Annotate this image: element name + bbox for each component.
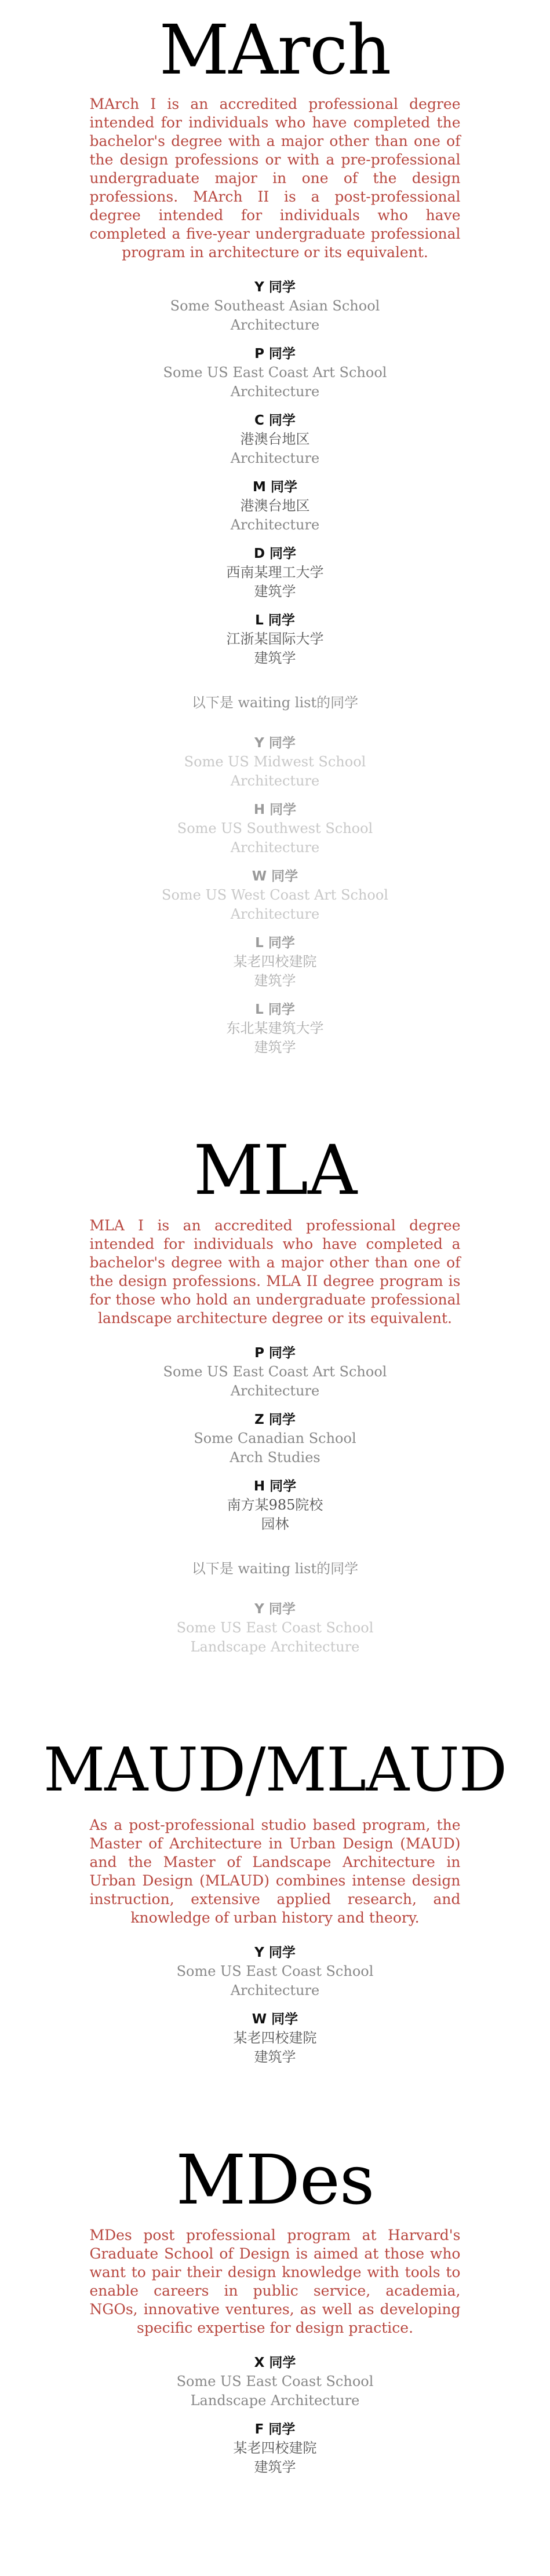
student-school: 某老四校建院 — [233, 2440, 317, 2456]
waitlist-entry — [0, 1600, 550, 1657]
student-school: Some Canadian School — [194, 1430, 356, 1446]
student-school: Some US East Coast School — [176, 2373, 374, 2389]
waitlist-label: 以下是 waiting list的同学 — [191, 1561, 359, 1577]
student-name: P 同学 — [254, 346, 296, 361]
waitlist-entry — [0, 934, 550, 991]
student-school: Some US East Coast School — [176, 1963, 374, 1979]
student-entry — [0, 411, 550, 468]
student-major: 建筑学 — [254, 1039, 296, 1055]
admitted-list — [0, 1344, 550, 1534]
waitlist-label: 以下是 waiting list的同学 — [191, 695, 359, 711]
student-school: Some US West Coast Art School — [162, 887, 388, 903]
section-description: MArch I is an accredited professional degree intended for individuals who have completed the bachelor's degree with a major other than one of the design professions or with a pre-professional undergraduate major in one of the design professions. MArch II is a post-professional degree intended for individuals who have completed a five-year undergraduate professional program in architecture or its equivalent. — [89, 96, 461, 261]
student-entry — [0, 2354, 550, 2410]
student-school: 港澳台地区 — [240, 431, 310, 447]
student-major: Architecture — [230, 773, 320, 789]
admitted-list — [0, 278, 550, 668]
student-entry — [0, 1477, 550, 1534]
student-major: Landscape Architecture — [190, 1639, 360, 1655]
student-school: 东北某建筑大学 — [226, 1020, 324, 1036]
student-major: Landscape Architecture — [190, 2392, 360, 2409]
student-school: Some US Southwest School — [177, 820, 373, 836]
student-school: Some US East Coast Art School — [163, 1364, 387, 1380]
section-maud-mlaud — [0, 1667, 550, 2067]
section-description: MDes post professional program at Harvard's Graduate School of Design is aimed at those who want to pair their design knowledge with tools to enable careers in public service, academia, NGOs, innovative ventures, as well as developing specific expertise for design practice. — [89, 2227, 461, 2336]
student-major: 建筑学 — [254, 973, 296, 989]
waitlist — [0, 734, 550, 1057]
student-major: Architecture — [230, 383, 320, 400]
student-entry — [0, 345, 550, 401]
admitted-list — [0, 1943, 550, 2067]
student-major: Arch Studies — [230, 1449, 320, 1466]
student-major: Architecture — [230, 317, 320, 333]
student-major: 建筑学 — [254, 2459, 296, 2475]
student-entry — [0, 1344, 550, 1401]
student-name: L 同学 — [255, 936, 295, 951]
waitlist-entry — [0, 801, 550, 857]
student-school: 江浙某国际大学 — [226, 631, 324, 647]
student-entry — [0, 2420, 550, 2477]
student-school: 西南某理工大学 — [226, 564, 324, 580]
student-school: 南方某985院校 — [227, 1497, 323, 1513]
student-school: 港澳台地区 — [240, 498, 310, 514]
student-school: 某老四校建院 — [233, 953, 317, 970]
student-name: W 同学 — [252, 2012, 298, 2027]
student-school: Some Southeast Asian School — [170, 298, 380, 314]
student-entry — [0, 611, 550, 668]
section-description: As a post-professional studio based program, the Master of Architecture in Urban Design (MAUD) and the Master of Landscape Architecture in Urban Design (MLAUD) combines intense design instruction, extensive applied research, and knowledge of urban history and theory. — [89, 1817, 461, 1926]
student-name: L 同学 — [255, 613, 295, 628]
student-school: Some US East Coast Art School — [163, 364, 387, 381]
section-title: MAUD/MLAUD — [43, 1734, 507, 1805]
student-name: X 同学 — [254, 2355, 296, 2370]
student-school: Some US Midwest School — [184, 754, 366, 770]
waitlist-entry — [0, 867, 550, 924]
section-title: MLA — [193, 1130, 357, 1210]
student-name: C 同学 — [254, 413, 296, 428]
section-mdes — [0, 2077, 550, 2477]
section-mla — [0, 1067, 550, 1657]
student-major: 园林 — [261, 1516, 289, 1532]
student-major: Architecture — [230, 517, 320, 533]
waitlist-entry — [0, 734, 550, 791]
student-name: D 同学 — [253, 546, 297, 561]
student-major: Architecture — [230, 839, 320, 856]
student-name: H 同学 — [253, 802, 297, 817]
section-title: MDes — [176, 2140, 374, 2220]
student-major: 建筑学 — [254, 650, 296, 666]
student-major: Architecture — [230, 450, 320, 466]
student-name: W 同学 — [252, 869, 298, 884]
student-entry — [0, 278, 550, 335]
student-name: Z 同学 — [254, 1412, 296, 1427]
student-name: L 同学 — [255, 1002, 295, 1017]
student-name: M 同学 — [253, 480, 297, 495]
student-entry — [0, 1943, 550, 2000]
student-entry — [0, 1411, 550, 1467]
student-name: Y 同学 — [254, 1602, 296, 1617]
admitted-list — [0, 2354, 550, 2477]
waitlist — [0, 1600, 550, 1657]
section-title: MArch — [159, 10, 391, 90]
student-name: F 同学 — [254, 2422, 296, 2437]
student-major: Architecture — [230, 906, 320, 922]
student-name: Y 同学 — [254, 736, 296, 751]
section-description: MLA I is an accredited professional degree intended for individuals who have completed a bachelor's degree with a major other than one of the design professions. MLA II degree program is for those who hold an undergraduate professional landscape architecture degree or its equivalent. — [89, 1217, 461, 1327]
student-entry — [0, 545, 550, 601]
student-entry — [0, 2010, 550, 2067]
section-march — [0, 0, 550, 1057]
student-name: P 同学 — [254, 1346, 296, 1361]
student-school: Some US East Coast School — [176, 1620, 374, 1636]
student-major: 建筑学 — [254, 583, 296, 600]
student-school: 某老四校建院 — [233, 2030, 317, 2046]
student-major: Architecture — [230, 1383, 320, 1399]
student-entry — [0, 478, 550, 535]
student-name: H 同学 — [253, 1479, 297, 1494]
student-major: Architecture — [230, 1982, 320, 1998]
student-name: Y 同学 — [254, 280, 296, 295]
waitlist-entry — [0, 1000, 550, 1057]
student-name: Y 同学 — [254, 1945, 296, 1960]
student-major: 建筑学 — [254, 2049, 296, 2065]
